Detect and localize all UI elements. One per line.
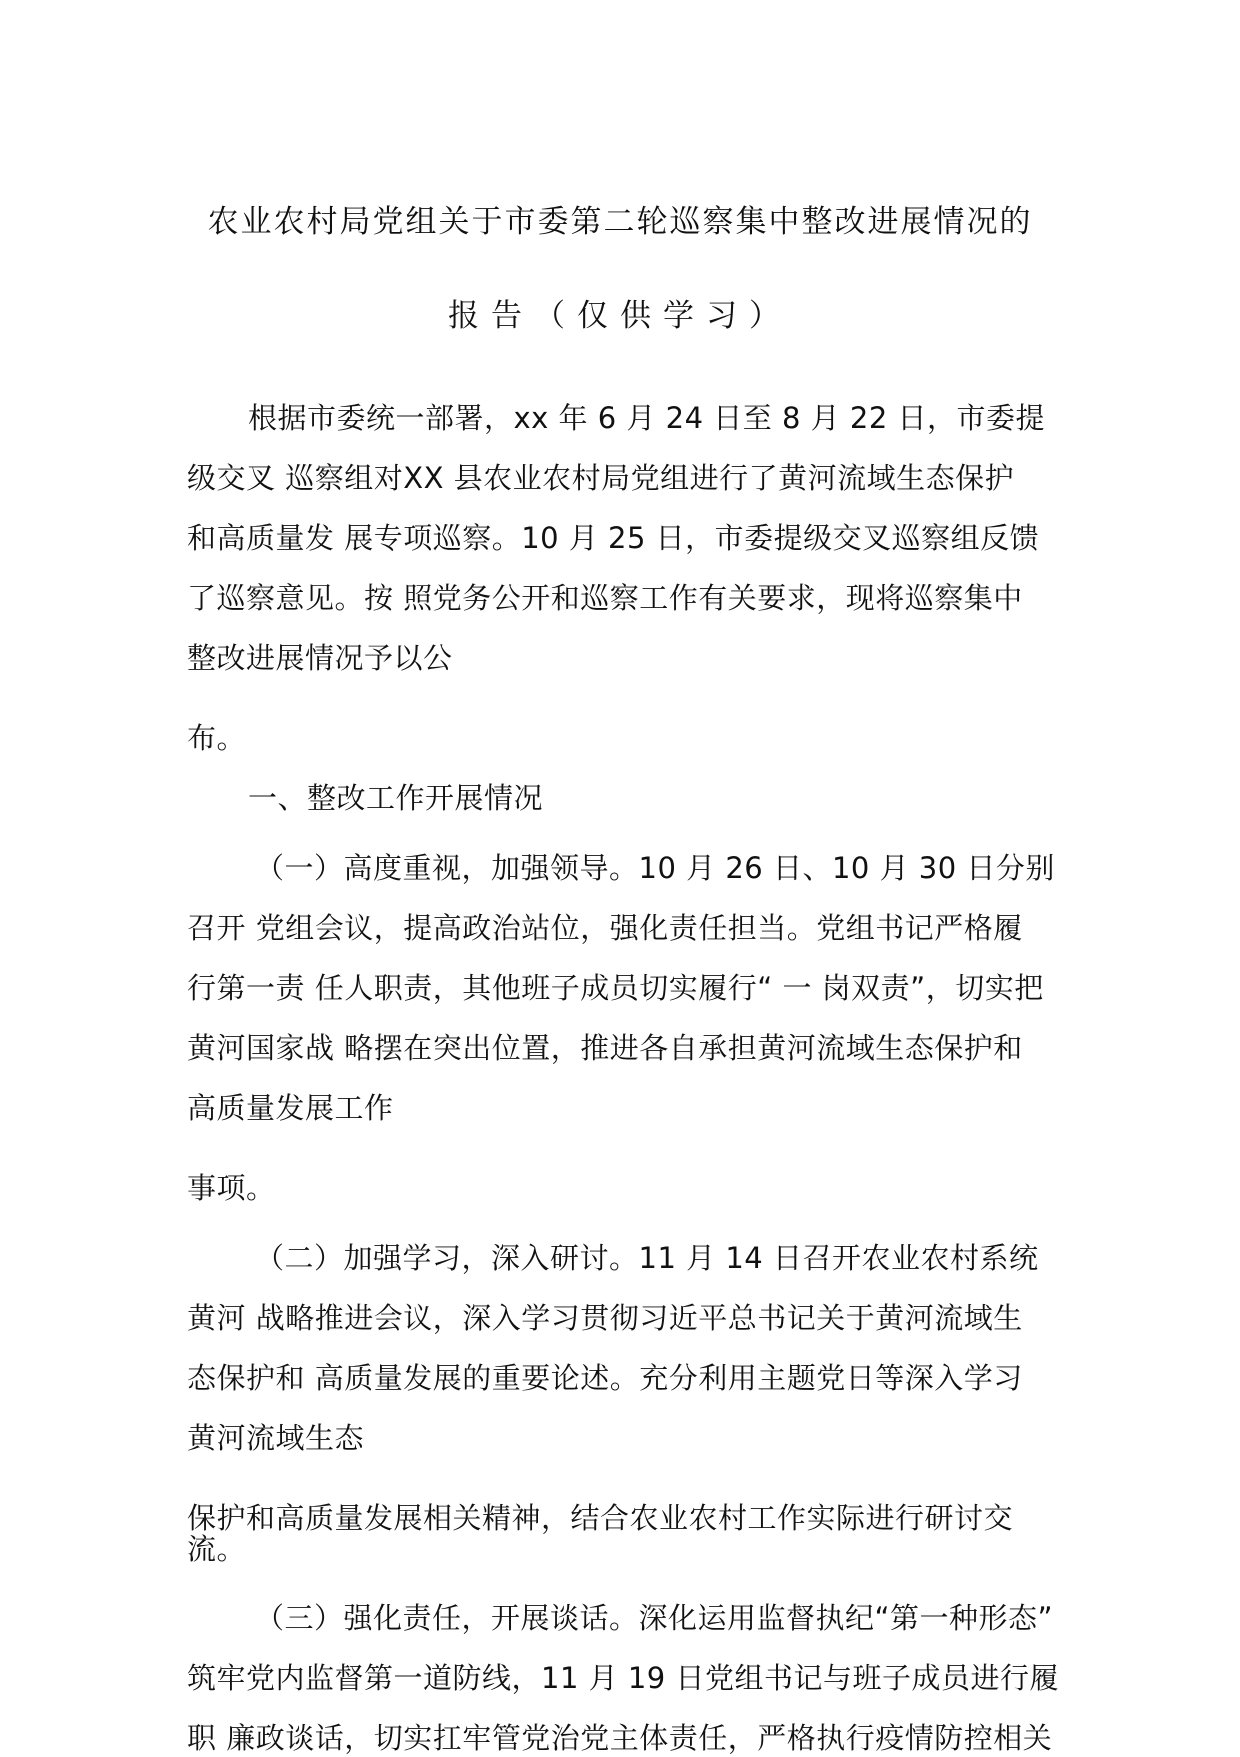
body-line: 和高质量发 展专项巡察。10 月 25 日，市委提级交叉巡察组反馈 [187, 521, 1040, 555]
body-line: 流。 [187, 1532, 247, 1566]
document-title-line-2: 报告（仅供学习） [448, 298, 792, 334]
body-line: （二）加强学习，深入研讨。11 月 14 日召开农业农村系统 [255, 1241, 1039, 1275]
body-line: （三）强化责任，开展谈话。深化运用监督执纪“第一种形态” [255, 1601, 1054, 1635]
body-line: 职 廉政谈话，切实扛牢管党治党主体责任，严格执行疫情防控相关 [187, 1721, 1053, 1755]
body-line: 了巡察意见。按 照党务公开和巡察工作有关要求，现将巡察集中 [187, 581, 1023, 615]
body-line: 黄河国家战 略摆在突出位置，推进各自承担黄河流域生态保护和 [187, 1031, 1023, 1065]
body-line: 黄河 战略推进会议，深入学习贯彻习近平总书记关于黄河流域生 [187, 1301, 1023, 1335]
body-line: 筑牢党内监督第一道防线，11 月 19 日党组书记与班子成员进行履 [187, 1661, 1059, 1695]
body-line: 级交叉 巡察组对XX 县农业农村局党组进行了黄河流域生态保护 [187, 461, 1015, 495]
document-title-line-1: 农业农村局党组关于市委第二轮巡察集中整改进展情况的 [207, 204, 1033, 240]
section-heading: 一、整改工作开展情况 [248, 781, 544, 815]
body-line: 保护和高质量发展相关精神，结合农业农村工作实际进行研讨交 [187, 1501, 1014, 1535]
body-line: （一）高度重视，加强领导。10 月 26 日、10 月 30 日分别 [255, 851, 1055, 885]
body-line: 态保护和 高质量发展的重要论述。充分利用主题党日等深入学习 [187, 1361, 1023, 1395]
body-line: 整改进展情况予以公 [187, 641, 453, 675]
body-line: 事项。 [187, 1171, 276, 1205]
body-line: 高质量发展工作 [187, 1091, 394, 1125]
body-line: 布。 [187, 721, 247, 755]
body-line: 黄河流域生态 [187, 1421, 365, 1455]
body-line: 召开 党组会议，提高政治站位，强化责任担当。党组书记严格履 [187, 911, 1023, 945]
body-line: 根据市委统一部署，xx 年 6 月 24 日至 8 月 22 日，市委提 [248, 401, 1045, 435]
body-line: 行第一责 任人职责，其他班子成员切实履行“ 一 岗双责”，切实把 [187, 971, 1044, 1005]
